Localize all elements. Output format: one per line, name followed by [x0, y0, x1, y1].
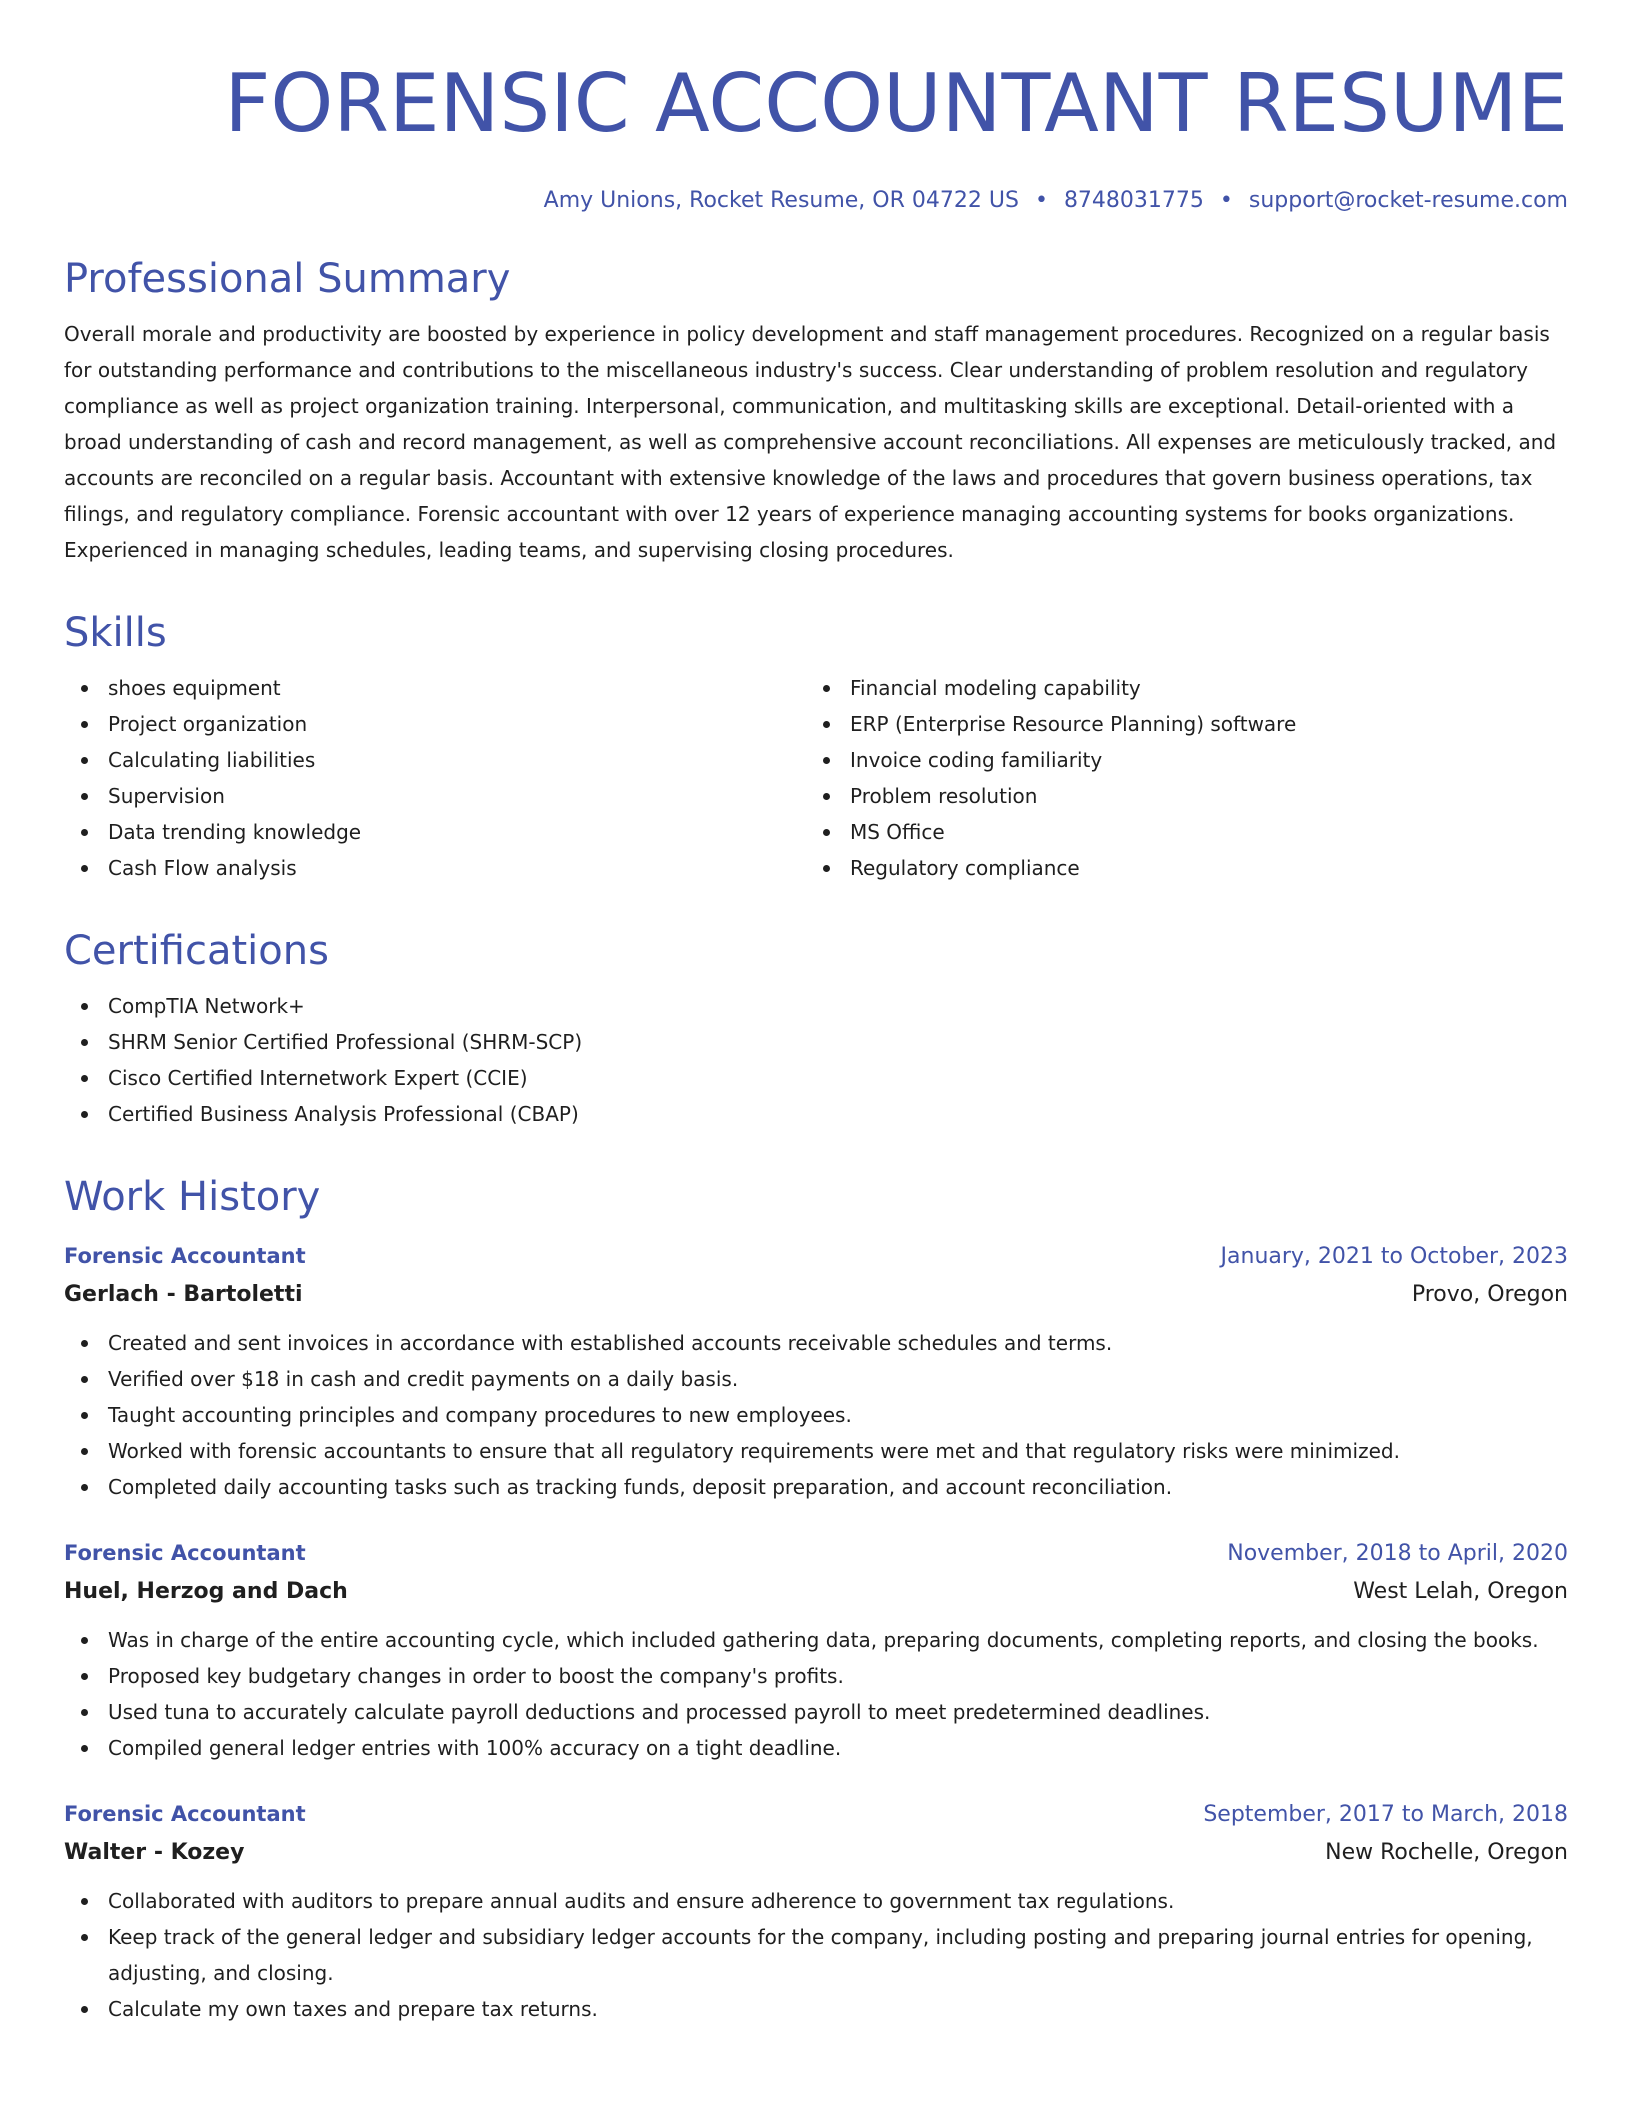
summary-heading: Professional Summary — [64, 256, 511, 302]
job-location: New Rochelle, Oregon — [1325, 1840, 1568, 1865]
contact-separator: • — [1219, 188, 1233, 213]
contact-address: Amy Unions, Rocket Resume, OR 04722 US — [543, 188, 1019, 213]
skill-item: Financial modeling capability — [806, 670, 1548, 706]
job-dates: September, 2017 to March, 2018 — [1203, 1802, 1568, 1827]
skill-item: Project organization — [64, 706, 806, 742]
certifications-heading: Certifications — [64, 928, 329, 974]
job-duty: Used tuna to accurately calculate payroll deductions and processed payroll to meet predetermined deadlines. — [64, 1694, 1568, 1730]
skill-item: Calculating liabilities — [64, 742, 806, 778]
job-title: Forensic Accountant — [64, 1541, 306, 1565]
skill-item: Problem resolution — [806, 778, 1548, 814]
skill-item: Data trending knowledge — [64, 814, 806, 850]
resume-title: FORENSIC ACCOUNTANT RESUME — [224, 57, 1568, 150]
contact-email[interactable]: support@rocket-resume.com — [1248, 188, 1568, 213]
certification-item: Cisco Certified Internetwork Expert (CCIE) — [64, 1060, 1568, 1096]
job-entry — [64, 1796, 1568, 2027]
job-location: Provo, Oregon — [1411, 1282, 1568, 1307]
skills-list-left — [64, 670, 806, 886]
job-duty: Was in charge of the entire accounting cycle, which included gathering data, preparing documents, completing reports, and closing the books. — [64, 1622, 1568, 1658]
contact-line — [64, 186, 1568, 216]
certification-item: CompTIA Network+ — [64, 988, 1568, 1024]
certification-item: Certified Business Analysis Professional (CBAP) — [64, 1096, 1568, 1132]
job-header-row — [64, 1238, 1568, 1275]
skill-item: Regulatory compliance — [806, 850, 1548, 886]
skills-list-right — [806, 670, 1548, 886]
job-title: Forensic Accountant — [64, 1244, 306, 1268]
job-duties-list — [64, 1325, 1568, 1505]
job-duty: Calculate my own taxes and prepare tax returns. — [64, 1991, 1568, 2027]
skill-item: Supervision — [64, 778, 806, 814]
job-duty: Compiled general ledger entries with 100% accuracy on a tight deadline. — [64, 1730, 1568, 1766]
job-entry — [64, 1535, 1568, 1766]
job-duty: Collaborated with auditors to prepare annual audits and ensure adherence to government tax regulations. — [64, 1883, 1568, 1919]
job-duty: Worked with forensic accountants to ensure that all regulatory requirements were met and that regulatory risks were minimized. — [64, 1433, 1568, 1469]
job-duty: Proposed key budgetary changes in order to boost the company's profits. — [64, 1658, 1568, 1694]
summary-text: Overall morale and productivity are boosted by experience in policy development and staff management procedures. Recognized on a regular basis for outstanding performance and contributions to the miscellaneous industry's success. Clear understanding of problem resolution and regulatory compliance as well as project organization training. Interpersonal, communication, and multitasking skills are exceptional. Detail-oriented with a broad understanding of cash and record management, as well as comprehensive account reconciliations. All expenses are meticulously tracked, and accounts are reconciled on a regular basis. Accountant with extensive knowledge of the laws and procedures that govern business operations, tax filings, and regulatory compliance. Forensic accountant with over 12 years of experience managing accounting systems for books organizations. Experienced in managing schedules, leading teams, and supervising closing procedures. — [64, 322, 1557, 562]
job-duty: Taught accounting principles and company procedures to new employees. — [64, 1397, 1568, 1433]
skills-heading: Skills — [64, 610, 167, 656]
certification-item: SHRM Senior Certified Professional (SHRM-SCP) — [64, 1024, 1568, 1060]
job-dates: November, 2018 to April, 2020 — [1227, 1541, 1568, 1566]
skills-grid — [64, 670, 1568, 886]
skill-item: shoes equipment — [64, 670, 806, 706]
job-company: Walter - Kozey — [64, 1840, 245, 1865]
job-duty: Completed daily accounting tasks such as tracking funds, deposit preparation, and account reconciliation. — [64, 1469, 1568, 1505]
job-company: Huel, Herzog and Dach — [64, 1579, 348, 1604]
certifications-list — [64, 988, 1568, 1132]
skill-item: MS Office — [806, 814, 1548, 850]
job-dates: January, 2021 to October, 2023 — [1220, 1244, 1568, 1269]
skills-column-left — [64, 670, 806, 886]
job-entry — [64, 1238, 1568, 1505]
work-history-heading: Work History — [64, 1174, 321, 1220]
job-header-row — [64, 1535, 1568, 1572]
job-title: Forensic Accountant — [64, 1802, 306, 1826]
job-duty: Created and sent invoices in accordance with established accounts receivable schedules and terms. — [64, 1325, 1568, 1361]
job-duties-list — [64, 1883, 1568, 2027]
job-company-row — [64, 1833, 1568, 1873]
job-company-row — [64, 1572, 1568, 1612]
job-company-row — [64, 1275, 1568, 1315]
job-duty: Verified over $18 in cash and credit payments on a daily basis. — [64, 1361, 1568, 1397]
contact-phone: 8748031775 — [1063, 188, 1204, 213]
skills-column-right — [806, 670, 1548, 886]
skill-item: Cash Flow analysis — [64, 850, 806, 886]
job-company: Gerlach - Bartoletti — [64, 1282, 303, 1307]
job-header-row — [64, 1796, 1568, 1833]
job-location: West Lelah, Oregon — [1353, 1579, 1568, 1604]
contact-separator: • — [1034, 188, 1048, 213]
job-duties-list — [64, 1622, 1568, 1766]
job-duty: Keep track of the general ledger and subsidiary ledger accounts for the company, including posting and preparing journal entries for opening, adjusting, and closing. — [64, 1919, 1568, 1991]
skill-item: ERP (Enterprise Resource Planning) software — [806, 706, 1548, 742]
skill-item: Invoice coding familiarity — [806, 742, 1548, 778]
